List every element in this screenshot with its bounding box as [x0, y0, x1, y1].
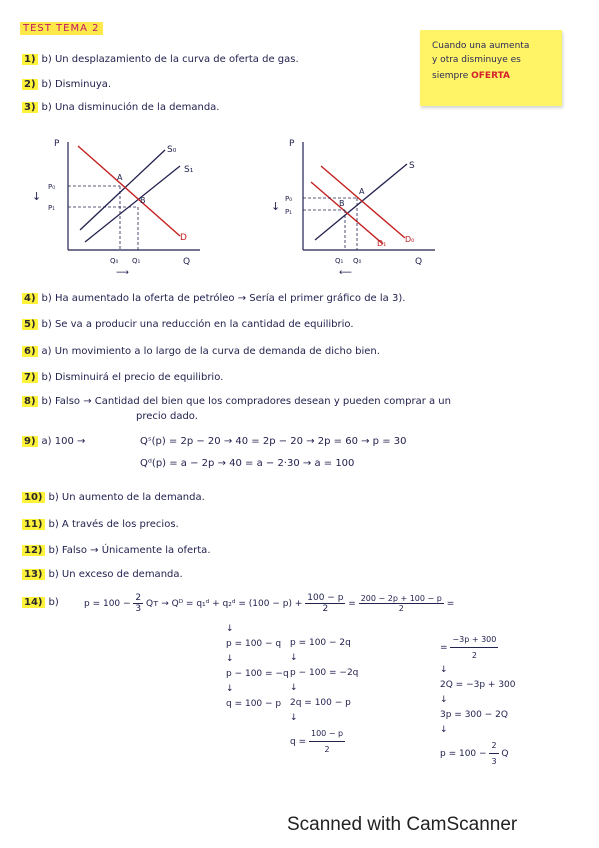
q-axis-label: Q: [183, 257, 191, 267]
answer-5: [22, 319, 354, 330]
answer-text: b) Falso → Cantidad del bien que los compradores desean y pueden comprar a un: [41, 396, 451, 407]
answer-14: [22, 597, 59, 608]
p-axis-label: P: [54, 139, 60, 149]
answer-text: b) Se va a producir una reducción en la cantidad de equilibrio.: [41, 319, 354, 330]
s-label: S: [409, 161, 415, 171]
p1-label: P₁: [48, 204, 56, 212]
page-title: TEST TEMA 2: [20, 22, 103, 35]
point-a: A: [117, 173, 123, 182]
answer-text: b) Un aumento de la demanda.: [48, 492, 205, 503]
answer-10: [22, 492, 205, 503]
p0-label: P₀: [285, 195, 293, 203]
answer-9-demand-eq: Qᵈ(p) = a − 2p → 40 = a − 2·30 → a = 100: [140, 458, 355, 469]
note-keyword: OFERTA: [471, 71, 511, 81]
answer-6: [22, 346, 380, 357]
answer-1: [22, 54, 299, 65]
point-b: B: [339, 199, 345, 208]
answer-text: a) 100 →: [41, 436, 86, 447]
answer-number: 4): [24, 293, 36, 304]
q0-label: Q₀: [353, 257, 362, 265]
left-arrow: ⟵: [339, 268, 352, 278]
q1-label: Q₁: [335, 257, 344, 265]
sticky-note: [420, 30, 562, 106]
note-line-3: siempre: [432, 71, 469, 81]
supply-curve-s1: [85, 166, 180, 242]
p-axis-label: P: [289, 139, 295, 149]
answer-text: b) Falso → Únicamente la oferta.: [48, 545, 211, 556]
answer-number: 8): [24, 396, 36, 407]
answer-3: [22, 102, 220, 113]
answer-number: 13): [24, 569, 43, 580]
q1-label: Q₁: [132, 257, 141, 265]
note-line-1: Cuando una aumenta: [432, 41, 530, 51]
answer-text: b) A través de los precios.: [48, 519, 179, 530]
answer-2: [22, 79, 111, 90]
d1-label: D₁: [377, 239, 387, 248]
answer-8: [22, 396, 451, 407]
answer-number: 1): [24, 54, 36, 65]
answer-text: b) Un exceso de demanda.: [48, 569, 183, 580]
d-label: D: [180, 233, 187, 243]
answer-7: [22, 372, 223, 383]
answer-text: b) Una disminución de la demanda.: [41, 102, 220, 113]
q0-label: Q₀: [110, 257, 119, 265]
answer-number: 6): [24, 346, 36, 357]
answer-text: b) Disminuirá el precio de equilibrio.: [41, 372, 224, 383]
answer-4: [22, 293, 405, 304]
camscanner-watermark: Scanned with CamScanner: [287, 814, 518, 835]
d0-label: D₀: [405, 235, 415, 244]
answer-number: 5): [24, 319, 36, 330]
answer-text: b) Ha aumentado la oferta de petróleo → Sería el primer gráfico de la 3).: [41, 293, 406, 304]
answer-12: [22, 545, 211, 556]
down-arrow: ↓: [32, 190, 42, 203]
answer-8-continuation: precio dado.: [136, 411, 198, 422]
demand-shift-diagram: [265, 130, 455, 280]
answer-14-col-2: p = 100 − 2q ↓ p − 100 = −2q ↓ 2q = 100 − p ↓ q = $\frac{100 - p}{2}$: [290, 638, 359, 754]
p1-label: P₁: [285, 208, 293, 216]
answer-number: 2): [24, 79, 36, 90]
answer-14-main-eq: p = 100 − $\frac{2}{3}$ Qᴛ → Qᴰ = q₁ᵈ + q₂ᵈ = (100 − p) + $\frac{100 - p}{2}$ = $\frac{200 - 2p + 100 - p}{2}$ =: [84, 593, 455, 614]
supply-curve-s0: [80, 150, 165, 230]
answer-number: 9): [24, 436, 36, 447]
answer-number: 12): [24, 545, 43, 556]
s0-label: S₀: [167, 145, 177, 155]
answer-11: [22, 519, 179, 530]
s1-label: S₁: [184, 165, 194, 175]
answer-text: b) Un desplazamiento de la curva de oferta de gas.: [41, 54, 299, 65]
answer-number: 11): [24, 519, 43, 530]
point-b: B: [140, 196, 146, 205]
answer-number: 10): [24, 492, 43, 503]
answer-14-col-1: ↓ p = 100 − q ↓ p − 100 = −q ↓ q = 100 − p: [226, 624, 289, 709]
note-line-2: y otra disminuye es: [432, 55, 521, 65]
answer-number: 14): [24, 597, 43, 608]
p0-label: P₀: [48, 183, 56, 191]
answer-text: b) Disminuya.: [41, 79, 112, 90]
supply-shift-diagram: [20, 130, 210, 280]
answer-text: a) Un movimiento a lo largo de la curva de demanda de dicho bien.: [41, 346, 380, 357]
answer-13: [22, 569, 183, 580]
demand-curve: [78, 146, 180, 236]
q-axis-label: Q: [415, 257, 423, 267]
down-arrow: ↓: [271, 200, 281, 213]
answer-number: 3): [24, 102, 36, 113]
point-a: A: [359, 187, 365, 196]
answer-9-supply-eq: Qˢ(p) = 2p − 20 → 40 = 2p − 20 → 2p = 60 → p = 30: [140, 436, 407, 447]
right-arrow: ⟶: [116, 268, 129, 278]
answer-9: [22, 436, 85, 447]
answer-14-col-3: = $\frac{-3p + 300}{2}$ ↓ 2Q = −3p + 300 ↓ 3p = 300 − 2Q ↓ p = 100 − $\frac{2}{3}$ Q: [440, 632, 516, 769]
answer-number: 7): [24, 372, 36, 383]
answer-text: b): [48, 597, 59, 608]
